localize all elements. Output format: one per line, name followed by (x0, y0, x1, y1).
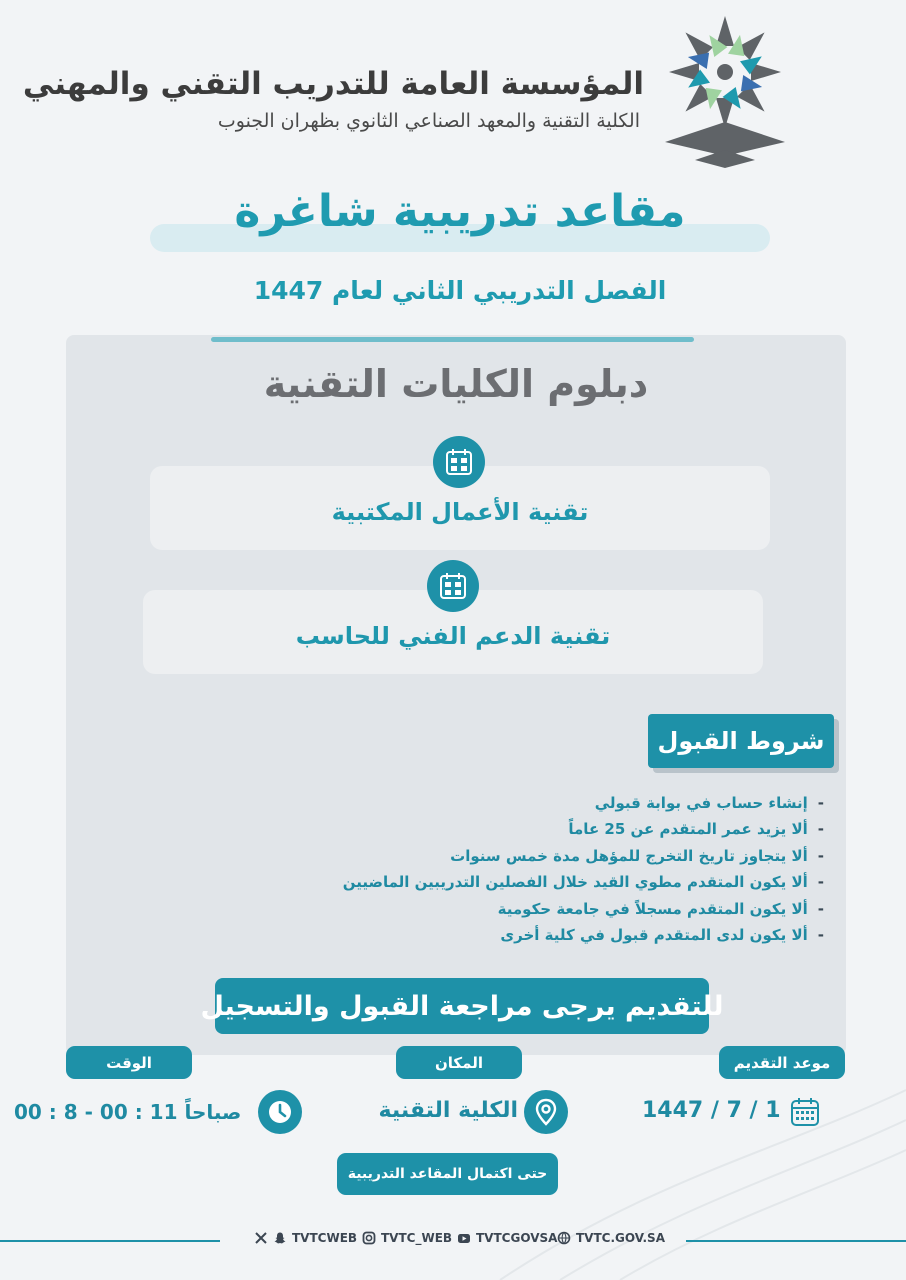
list-item: -ألا يكون المتقدم مطوي القيد خلال الفصلين التدريبين الماضيين (342, 873, 824, 892)
social-x-snapchat[interactable] (254, 1231, 357, 1245)
time-value: 00 : 8 - 00 : 11 صباحاً (14, 1100, 242, 1124)
clock-icon (258, 1090, 302, 1134)
date-label: موعد التقديم (719, 1046, 845, 1079)
calendar-icon (790, 1097, 820, 1127)
program-label: تقنية الأعمال المكتبية (331, 498, 589, 526)
conditions-heading: شروط القبول (648, 714, 834, 768)
place-label: المكان (396, 1046, 522, 1079)
date-value: 1447 / 7 / 1 (642, 1098, 781, 1123)
org-name: المؤسسة العامة للتدريب التقني والمهني (22, 66, 644, 102)
list-item: -ألا يتجاوز تاريخ التخرج للمؤهل مدة خمس سنوات (450, 846, 824, 865)
social-web[interactable] (557, 1231, 665, 1245)
semester-subtitle: الفصل التدريبي الثاني لعام 1447 (253, 276, 667, 305)
snapchat-icon (273, 1231, 287, 1245)
instagram-icon (362, 1231, 376, 1245)
footer-rule-left (0, 1240, 220, 1242)
tvtc-logo (655, 10, 795, 170)
title-underline (211, 337, 694, 342)
calendar-grid-icon (427, 560, 479, 612)
diploma-title: دبلوم الكليات التقنية (263, 362, 649, 406)
social-handle: TVTC.GOV.SA (576, 1231, 665, 1245)
social-handle: TVTC_WEB (381, 1231, 453, 1245)
page-title: مقاعد تدريبية شاغرة (234, 186, 686, 237)
list-item: -ألا يزيد عمر المتقدم عن 25 عاماً (568, 820, 824, 839)
social-youtube[interactable] (457, 1231, 557, 1245)
social-instagram[interactable] (362, 1231, 452, 1245)
program-label: تقنية الدعم الفني للحاسب (295, 622, 611, 650)
location-pin-icon (524, 1090, 568, 1134)
web-icon (557, 1231, 571, 1245)
calendar-grid-icon (433, 436, 485, 488)
college-name: الكلية التقنية والمعهد الصناعي الثانوي بظهران الجنوب (217, 110, 640, 132)
conditions-list (264, 790, 824, 948)
time-label: الوقت (66, 1046, 192, 1079)
place-value: الكلية التقنية (378, 1098, 518, 1123)
apply-notice-banner: للتقديم يرجى مراجعة القبول والتسجيل (215, 978, 709, 1034)
until-note: حتى اكتمال المقاعد التدريبية (337, 1153, 558, 1195)
youtube-icon (457, 1231, 471, 1245)
social-handle: TVTCWEB (292, 1231, 358, 1245)
social-handle: TVTCGOVSA (476, 1231, 558, 1245)
x-icon (254, 1231, 268, 1245)
list-item: -ألا يكون لدى المتقدم قبول في كلية أخرى (500, 925, 824, 944)
list-item: -ألا يكون المتقدم مسجلاً في جامعة حكومية (497, 899, 824, 918)
list-item: -إنشاء حساب في بوابة قبولي (594, 794, 824, 812)
footer-rule-right (686, 1240, 906, 1242)
